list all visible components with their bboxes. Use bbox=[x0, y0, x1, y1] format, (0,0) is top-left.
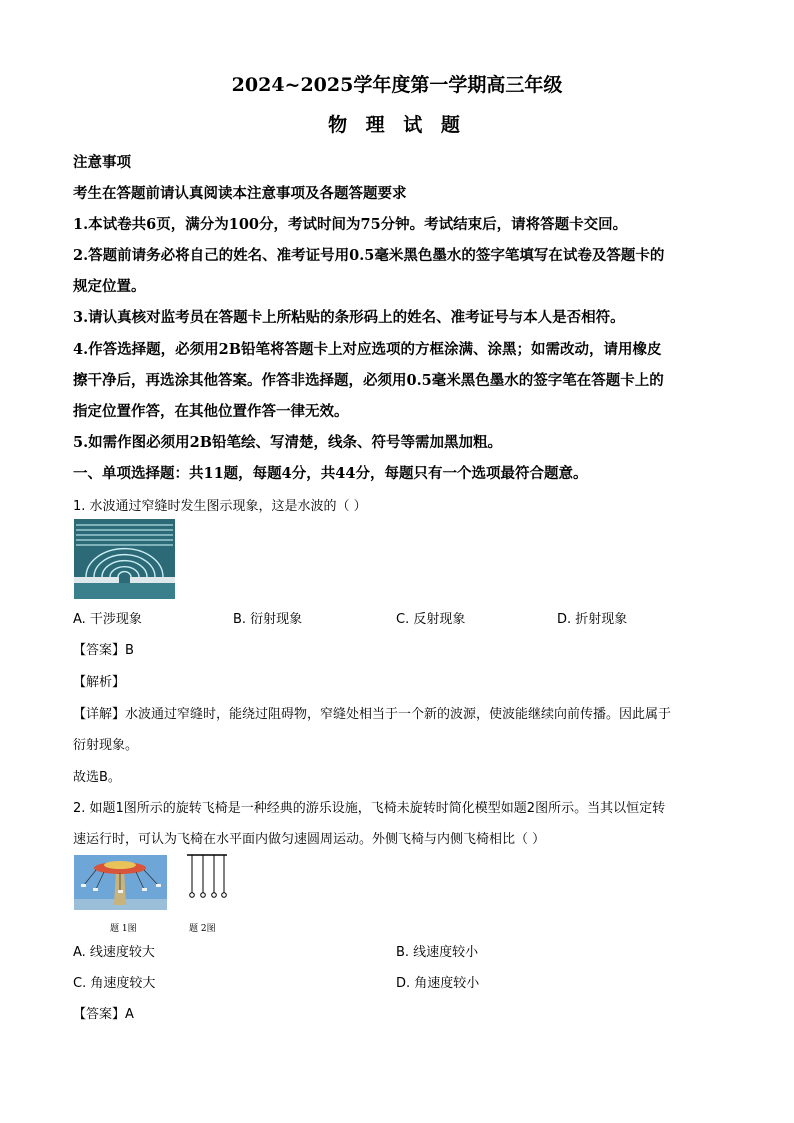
q2-option-b: B. 线速度较小 bbox=[396, 945, 479, 960]
q2-option-c: C. 角速度较大 bbox=[73, 976, 156, 991]
notice-item-4-cont2: 指定位置作答，在其他位置作答一律无效。 bbox=[73, 403, 349, 420]
notice-item-2-cont: 规定位置。 bbox=[73, 278, 146, 295]
notice-item-3: 3.请认真核对监考员在答题卡上所粘贴的条形码上的姓名、准考证号与本人是否相符。 bbox=[73, 309, 625, 326]
notice-intro: 考生在答题前请认真阅读本注意事项及各题答题要求 bbox=[73, 185, 407, 202]
water-wave-diffraction-figure bbox=[74, 519, 175, 599]
q1-option-b: B. 衍射现象 bbox=[233, 612, 303, 627]
q1-option-d: D. 折射现象 bbox=[557, 612, 628, 627]
q1-analysis: 【解析】 bbox=[73, 675, 126, 690]
q2-stem: 2. 如题1图所示的旋转飞椅是一种经典的游乐设施，飞椅未旋转时简化模型如题2图所示。当其以恒定转 bbox=[73, 801, 666, 816]
figure-1-caption: 题 1图 bbox=[110, 924, 137, 934]
notice-heading: 注意事项 bbox=[73, 154, 131, 171]
q2-answer: 【答案】A bbox=[73, 1007, 134, 1022]
q2-stem-cont: 速运行时，可认为飞椅在水平面内做匀速圆周运动。外侧飞椅与内侧飞椅相比（ ） bbox=[73, 832, 546, 847]
q1-option-a: A. 干涉现象 bbox=[73, 612, 142, 627]
section-heading: 一、单项选择题：共11题，每题4分，共44分，每题只有一个选项最符合题意。 bbox=[73, 465, 588, 482]
q1-conclusion: 故选B。 bbox=[73, 770, 121, 785]
notice-item-1: 1.本试卷共6页，满分为100分，考试时间为75分钟。考试结束后，请将答题卡交回。 bbox=[73, 216, 628, 233]
q1-stem: 1. 水波通过窄缝时发生图示现象，这是水波的（ ） bbox=[73, 499, 367, 514]
q1-detail: 【详解】水波通过窄缝时，能绕过阻碍物，窄缝处相当于一个新的波源，使波能继续向前传播。因此属于 bbox=[73, 707, 672, 722]
q1-option-c: C. 反射现象 bbox=[396, 612, 466, 627]
q1-detail-cont: 衍射现象。 bbox=[73, 738, 139, 753]
notice-item-2: 2.答题前请务必将自己的姓名、准考证号用0.5毫米黑色墨水的签字笔填写在试卷及答题卡的 bbox=[73, 247, 665, 264]
notice-item-4-cont: 擦干净后，再选涂其他答案。作答非选择题，必须用0.5毫米黑色墨水的签字笔在答题卡上的 bbox=[73, 372, 664, 389]
figure-2-caption: 题 2图 bbox=[189, 924, 216, 934]
notice-item-5: 5.如需作图必须用2B铅笔绘、写清楚，线条、符号等需加黑加粗。 bbox=[73, 434, 502, 451]
swing-model-diagram bbox=[186, 853, 228, 899]
notice-item-4: 4.作答选择题，必须用2B铅笔将答题卡上对应选项的方框涂满、涂黑；如需改动，请用橡皮 bbox=[73, 341, 662, 358]
q2-option-d: D. 角速度较小 bbox=[396, 976, 480, 991]
swing-ride-photo bbox=[74, 855, 167, 910]
q2-option-a: A. 线速度较大 bbox=[73, 945, 155, 960]
subject-title: 物 理 试 题 bbox=[328, 114, 466, 136]
exam-title: 2024~2025学年度第一学期高三年级 bbox=[231, 74, 563, 96]
q1-answer: 【答案】B bbox=[73, 643, 134, 658]
